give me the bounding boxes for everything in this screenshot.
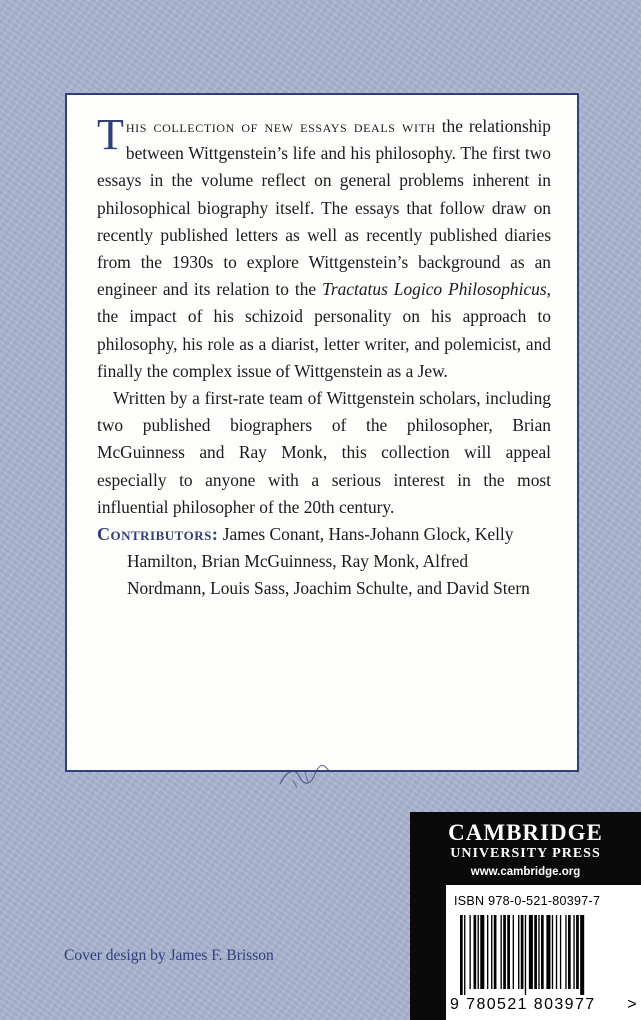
publisher-url: www.cambridge.org [470, 866, 581, 878]
barcode-digits [450, 996, 638, 1014]
barcode-bar [552, 915, 553, 989]
barcode-bar [546, 915, 550, 989]
contributors-block [97, 521, 551, 603]
barcode-bar [501, 915, 502, 989]
barcode-bar [487, 915, 488, 989]
publisher-subtitle: UNIVERSITY PRESS [450, 846, 601, 861]
barcode-bar [580, 915, 584, 995]
barcode-bar [464, 915, 465, 995]
barcode-bars [450, 915, 638, 995]
book-title-italic: Tractatus Logico Philosophicus [322, 279, 547, 300]
blurb-paragraph-1 [97, 110, 552, 385]
isbn-label: ISBN 978-0-521-80397-7 [454, 894, 601, 908]
barcode-bar [525, 915, 526, 995]
publisher-name: CAMBRIDGE [448, 820, 603, 845]
blurb-paragraph-2: Written by a first-rate team of Wittgenstein scholars, including two published biographers of the philosopher, Brian McGuinness and Ray Monk, this collection will appeal especially to anyone with a serious interest in the most influential philosopher of the 20th century. [97, 388, 551, 517]
barcode-bar [556, 915, 557, 989]
barcode-bar [478, 915, 479, 989]
barcode-bar [521, 915, 524, 989]
barcode-bar [538, 915, 539, 989]
drop-cap: T [97, 110, 124, 159]
barcode-bar [460, 915, 463, 995]
publisher-block [410, 812, 641, 1020]
barcode-bar [529, 915, 533, 989]
barcode-bar [507, 915, 510, 989]
blurb-content [97, 110, 552, 603]
contributors-label: Contributors: [97, 524, 219, 545]
barcode-number: 9 780521 803977 [450, 996, 596, 1013]
barcode-bar [573, 915, 574, 989]
blurb-panel [65, 93, 579, 772]
cover-design-credit: Cover design by James F. Brisson [64, 947, 274, 964]
lead-smallcaps: his collection of new essays deals with [125, 116, 436, 136]
barcode-bar [494, 915, 497, 989]
barcode-bar [576, 915, 579, 989]
barcode-bar [518, 915, 519, 989]
barcode-bar [560, 915, 561, 989]
decorative-scribble [275, 762, 335, 792]
barcode-bar [513, 915, 514, 989]
barcode-bar [469, 915, 470, 989]
barcode-arrow: > [627, 996, 638, 1013]
paragraph-1-text: the relationship between Wittgenstein’s life and his philosophy. The first two essays in the volume reflect on general problems inherent in philosophical biography itself. The essays that follow draw on recently published letters as well as recently published diaries from the 1930s to explore Wittgenstein’s background as an engineer and its relation to the [97, 116, 552, 300]
barcode-bar [568, 915, 571, 989]
paragraph-1-end: , the impact of his schizoid personality on his approach to philosophy, his role as a diarist, letter writer, and polemicist, and finally the complex issue of Wittgenstein as a Jew. [97, 279, 551, 381]
barcode-bar [534, 915, 537, 989]
barcode-box [446, 885, 641, 1020]
barcode-bar [565, 915, 566, 989]
barcode-bar [474, 915, 477, 989]
barcode-bar [503, 915, 506, 989]
contributors-names: James Conant, Hans-Johann Glock, Kelly Hamilton, Brian McGuinness, Ray Monk, Alfred Nordmann, Louis Sass, Joachim Schulte, and David Stern [127, 524, 530, 599]
barcode-bar [491, 915, 492, 989]
barcode-bar [480, 915, 484, 989]
barcode-bar [541, 915, 544, 989]
